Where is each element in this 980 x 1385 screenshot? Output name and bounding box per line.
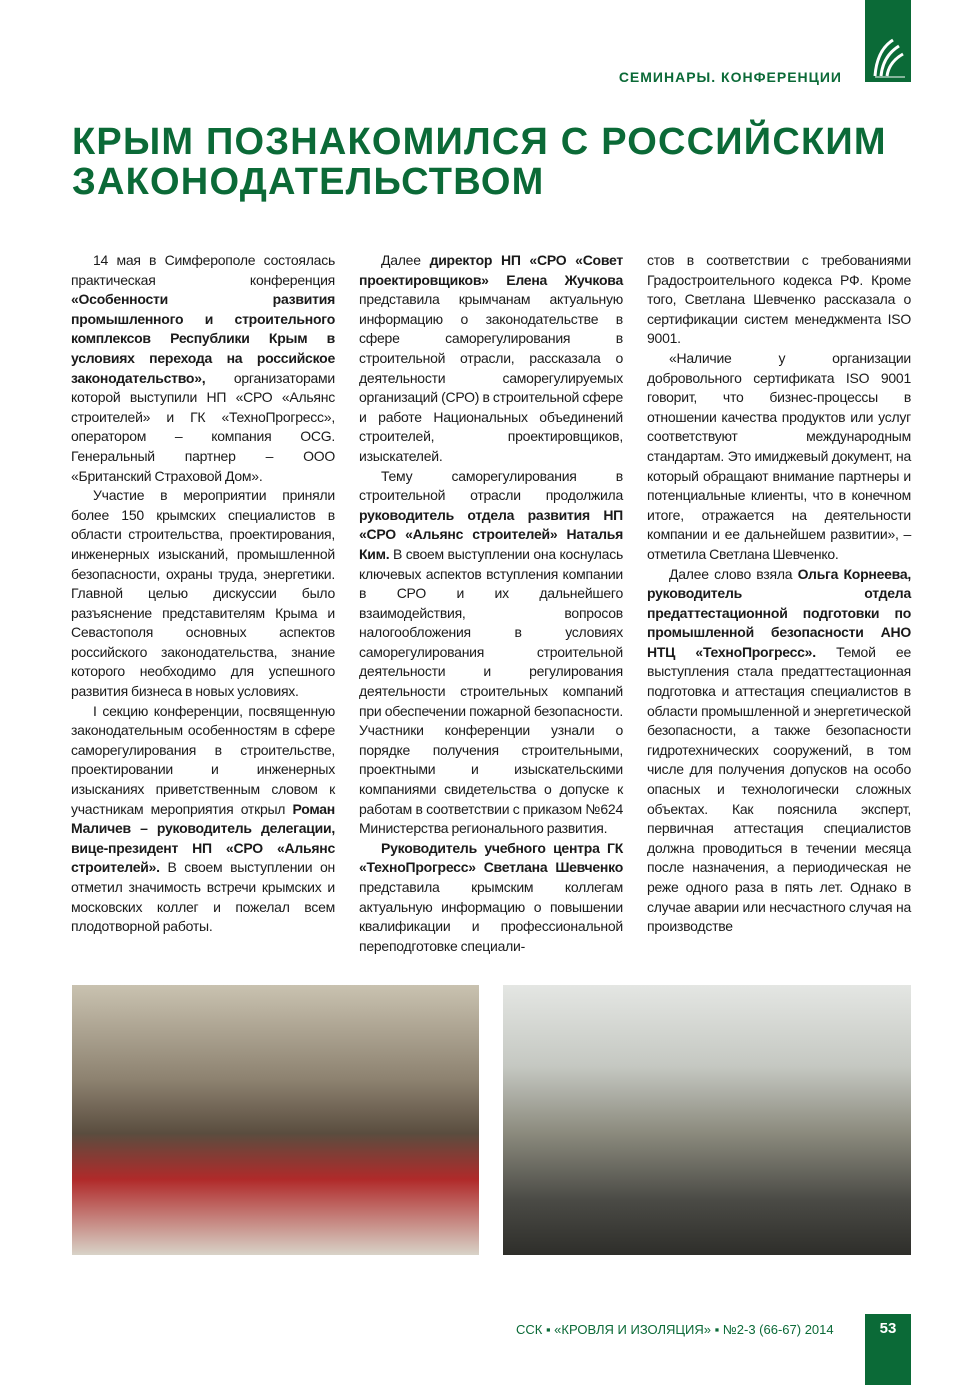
paragraph (647, 349, 911, 565)
leaf-logo-icon (871, 36, 905, 78)
text-run: В своем выступлении он отметил значимость встречи крымских и московских коллег и пожелал всем плодотворной работы. (71, 859, 335, 935)
page-number: 53 (865, 1314, 911, 1385)
article-column-3 (647, 251, 911, 937)
photo-conference-hall (503, 985, 911, 1255)
text-run: организаторами которой выступили НП «СРО «Альянс строителей» и ГК «ТехноПрогресс», оператором – компания OCG. Генеральный партнер – ООО «Британский Страховой Дом». (71, 369, 335, 484)
article-title: КРЫМ ПОЗНАКОМИЛСЯ С РОССИЙСКИМ ЗАКОНОДАТЕЛЬСТВОМ (72, 121, 887, 203)
text-run: Далее слово взяла (669, 565, 798, 582)
text-run: Участие в мероприятии приняли более 150 крымских специалистов в области строительства, проектирования, инженерных изысканий, промышленной безопасности, охраны труда, энергетики. Главной целью дискуссии было разъяснение представителям Крыма и Севастополя основных аспектов российского законодательства, знание которого необходимо для успешного развития бизнеса в новых условиях. (71, 487, 335, 700)
paragraph (71, 251, 335, 486)
bold-text: Ольга Корнеева, руководитель отдела предаттестационной подготовки по промышленной безопасности АНО НТЦ «ТехноПрогресс». (647, 565, 911, 660)
text-run: Тему саморегулирования в строительной отрасли продолжила (359, 467, 623, 504)
text-run: 14 мая в Симферополе состоялась практическая конференция (71, 252, 335, 288)
paragraph (359, 839, 623, 957)
paragraph (359, 251, 623, 467)
text-run: I секцию конференции, посвященную законодательным особенностям в сфере саморегулирования в строительстве, проектировании и инженерных изысканиях приветственным словом к участникам мероприятия открыл (71, 702, 335, 817)
paragraph (71, 486, 335, 702)
paragraph (359, 467, 623, 839)
text-run: представила крымчанам актуальную информацию о законодательстве в сфере саморегулирования в строительной отрасли, рассказала о деятельности саморегулируемых организаций (СРО) в строительной сфере и работе Национальных объединений строителей, проектировщиков, изыскателей. (359, 291, 623, 464)
text-run: «Наличие у организации добровольного сертификата ISO 9001 говорит, что бизнес-процессы в отношении качества продуктов или услуг соответствуют международным стандартам. Это имиджевый документ, на который обращают внимание партнеры и потенциальные клиенты, что в конечном итоге, отражается на деятельности компании и ее дальнейшем развитии», – отметила Светлана Шевченко. (647, 349, 911, 562)
text-run: В своем выступлении она коснулась ключевых аспектов вступления компании в СРО и их дальнейшего взаимодействия, вопросов налогообложения в условиях саморегулирования строительной деятельности и регулирования деятельности строительных компаний при обеспечении пожарной безопасности. Участники конференции узнали о порядке получения строительными, проектными и изыскательскими компаниями свидетельства о допуске к работам в соответствии с приказом №624 Министерства регионального развития. (359, 545, 623, 837)
footer-publication: ССК ▪ «КРОВЛЯ И ИЗОЛЯЦИЯ» ▪ №2-3 (66-67) 2014 (516, 1322, 834, 1337)
paragraph (71, 702, 335, 937)
paragraph (647, 251, 911, 349)
text-run: Темой ее выступления стала предаттестационная подготовка и аттестация специалистов в области промышленной и энергетической безопасности, а также безопасности гидротехнических сооружений, в том числе для получения допусков на особо опасных и технологически сложных объектах. Как пояснила эксперт, первичная аттестация специалистов должна проводиться в течении месяца после назначения, а периодическая не реже одного раза в пять лет. Однако в случае аварии или несчастного случая на производстве (647, 643, 911, 935)
section-tab (865, 0, 911, 82)
photo-registration-desk (72, 985, 479, 1255)
bold-text: «Особенности развития промышленного и строительного комплексов Республики Крым в условиях перехода на российское законодательство», (71, 291, 335, 386)
section-heading: СЕМИНАРЫ. КОНФЕРЕНЦИИ (618, 69, 842, 85)
bold-text: руководитель отдела развития НП «СРО «Альянс строителей» Наталья Ким. (359, 506, 623, 562)
text-run: представила крымским коллегам актуальную информацию о повышении квалификации и профессиональной переподготовке специали- (359, 879, 623, 954)
text-run: стов в соответствии с требованиями Градостроительного кодекса РФ. Кроме того, Светлана Шевченко рассказала о сертификации систем менеджмента ISO 9001. (647, 252, 911, 347)
article-column-1 (71, 251, 335, 937)
text-run: Далее (381, 252, 430, 268)
bold-text: Роман Маличев – руководитель делегации, вице-президент НП «СРО «Альянс строителей». (71, 800, 335, 876)
article-column-2 (359, 251, 623, 956)
bold-text: Руководитель учебного центра ГК «ТехноПрогресс» Светлана Шевченко (359, 839, 623, 876)
paragraph (647, 565, 911, 937)
bold-text: директор НП «СРО «Совет проектировщиков» Елена Жучкова (359, 252, 623, 288)
